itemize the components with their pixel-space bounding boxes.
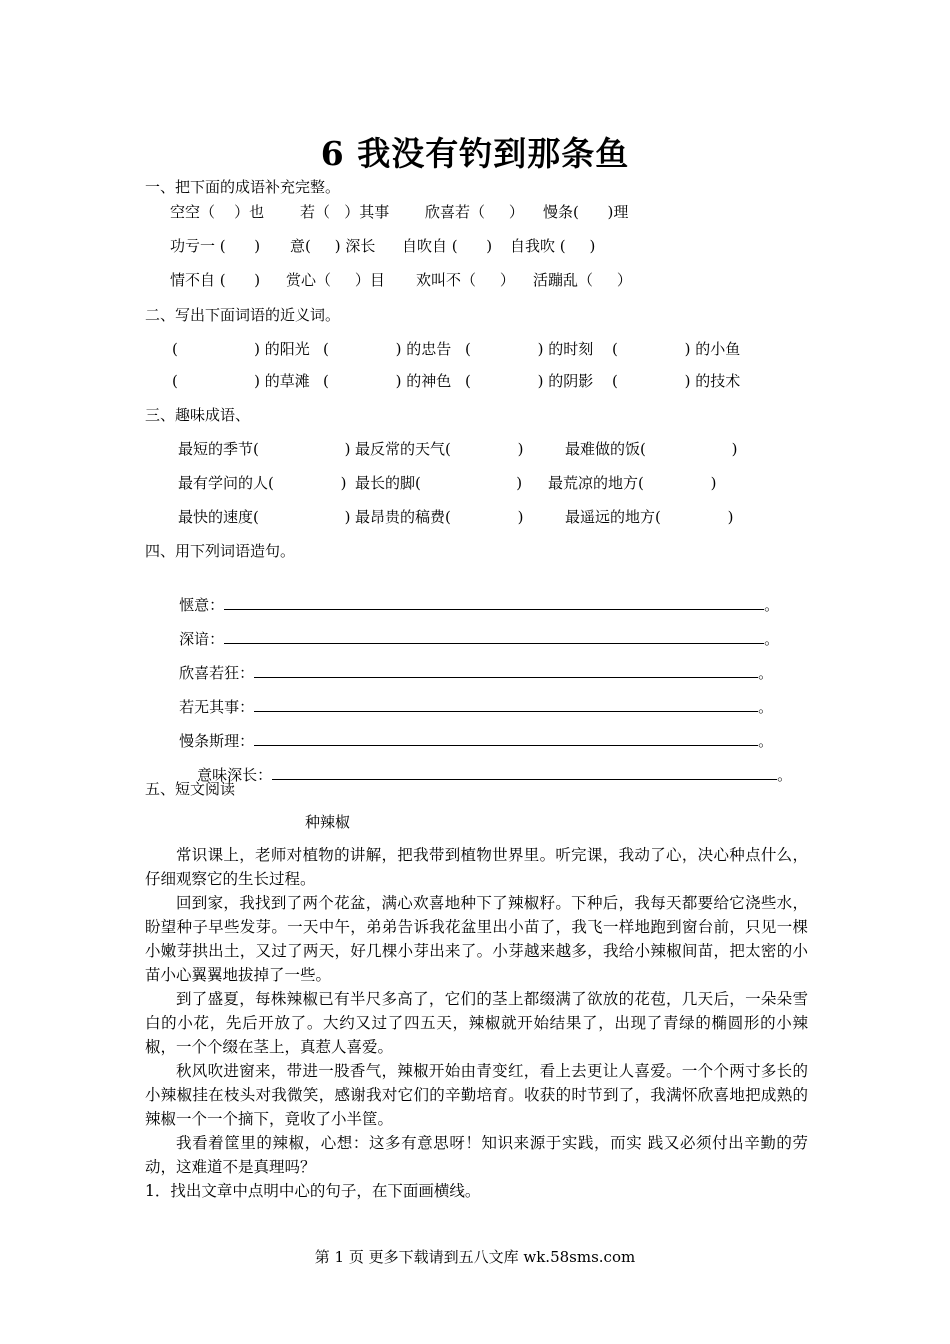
page-title: 6 我没有钓到那条鱼 bbox=[320, 134, 630, 173]
period-mark: 。 bbox=[758, 732, 774, 750]
s3-r2-c1: 最有学问的人( ) bbox=[178, 474, 347, 492]
period-mark: 。 bbox=[758, 698, 774, 716]
s2-r1-c2: ( ) 的忠告 bbox=[323, 340, 452, 358]
question-1: 1．找出文章中点明中心的句子，在下面画横线。 bbox=[145, 1182, 481, 1200]
story-paragraph-5: 我看着筐里的辣椒，心想：这多有意思呀！知识来源于实践，而实 践又必须付出辛勤的劳动，这难道不是真理吗？ bbox=[145, 1134, 808, 1176]
section-1-heading: 一、把下面的成语补充完整。 bbox=[145, 178, 341, 196]
section-5-heading: 五、短文阅读 bbox=[145, 780, 236, 798]
section-2-heading: 二、写出下面词语的近义词。 bbox=[145, 306, 341, 324]
section-4-heading: 四、用下列词语造句。 bbox=[145, 542, 296, 560]
s1-r1-c2: 若（ ）其事 bbox=[300, 203, 390, 221]
s1-r1-c1: 空空（ ）也 bbox=[170, 203, 265, 221]
s2-r2-c4: ( ) 的技术 bbox=[612, 372, 741, 390]
s2-r2-c2: ( ) 的神色 bbox=[323, 372, 452, 390]
page-footer: 第 1 页 更多下载请到五八文库 wk.58sms.com bbox=[314, 1248, 636, 1266]
s1-r3-c4: 活蹦乱（ ） bbox=[533, 271, 632, 289]
story-paragraph-4: 秋风吹进窗来，带进一股香气，辣椒开始由青变红，看上去更让人喜爱。一个个两寸多长的小辣椒挂在枝头对我微笑，感谢我对它们的辛勤培育。收获的时节到了，我满怀欣喜地把成熟的辣椒一个一个摘下，竟收了小半筐。 bbox=[145, 1062, 808, 1128]
s1-r2-c4: 自我吹 ( ) bbox=[510, 237, 596, 255]
s1-r2-c1: 功亏一 ( ) bbox=[170, 237, 261, 255]
answer-underline[interactable] bbox=[254, 697, 758, 712]
s1-r2-c2: 意( ) 深长 bbox=[290, 237, 376, 255]
story-paragraph-2: 回到家，我找到了两个花盆，满心欢喜地种下了辣椒籽。下种后，我每天都要给它浇些水，盼望种子早些发芽。一天中午，弟弟告诉我花盆里出小苗了，我飞一样地跑到窗台前，只见一棵小嫩芽拱出土，又过了两天，好几棵小芽出来了。小芽越来越多，我给小辣椒间苗，把太密的小苗小心翼翼地拔掉了一些。 bbox=[145, 894, 808, 984]
s3-r2-c3: 最荒凉的地方( ) bbox=[548, 474, 717, 492]
s1-r2-c3: 自吹自 ( ) bbox=[402, 237, 493, 255]
word-label: 若无其事： bbox=[179, 698, 255, 716]
s3-r3-c2: 最昂贵的稿费( ) bbox=[355, 508, 524, 526]
s2-r1-c3: ( ) 的时刻 bbox=[465, 340, 594, 358]
s1-r3-c1: 情不自 ( ) bbox=[170, 271, 261, 289]
word-label: 惬意： bbox=[179, 596, 225, 614]
word-label: 深谙： bbox=[179, 630, 225, 648]
word-label: 慢条斯理： bbox=[179, 732, 255, 750]
s2-r2-c3: ( ) 的阴影 bbox=[465, 372, 594, 390]
s3-r3-c1: 最快的速度( ) bbox=[178, 508, 351, 526]
s1-r3-c3: 欢叫不（ ） bbox=[416, 271, 515, 289]
s3-r2-c2: 最长的脚( ) bbox=[355, 474, 523, 492]
s3-r1-c1: 最短的季节( ) bbox=[178, 440, 351, 458]
word-label: 意味深长： bbox=[197, 766, 273, 784]
answer-underline[interactable] bbox=[224, 595, 764, 610]
period-mark: 。 bbox=[764, 630, 780, 648]
period-mark: 。 bbox=[764, 596, 780, 614]
answer-underline[interactable] bbox=[272, 765, 777, 780]
answer-underline[interactable] bbox=[254, 663, 758, 678]
word-label: 欣喜若狂： bbox=[179, 664, 255, 682]
answer-underline[interactable] bbox=[224, 629, 764, 644]
s3-r1-c2: 最反常的天气( ) bbox=[355, 440, 524, 458]
s3-r1-c3: 最难做的饭( ) bbox=[565, 440, 738, 458]
section-3-heading: 三、趣味成语、 bbox=[145, 406, 251, 424]
s1-r3-c2: 赏心（ ）目 bbox=[286, 271, 385, 289]
story-paragraph-1: 常识课上，老师对植物的讲解，把我带到植物世界里。听完课，我动了心，决心种点什么，仔细观察它的生长过程。 bbox=[145, 846, 808, 888]
s2-r1-c4: ( ) 的小鱼 bbox=[612, 340, 741, 358]
s1-r1-c3: 欣喜若（ ） bbox=[425, 203, 524, 221]
s3-r3-c3: 最遥远的地方( ) bbox=[565, 508, 734, 526]
period-mark: 。 bbox=[758, 664, 774, 682]
story-title: 种辣椒 bbox=[305, 813, 351, 831]
s1-r1-c4: 慢条( )理 bbox=[543, 203, 629, 221]
story-paragraph-3: 到了盛夏，每株辣椒已有半尺多高了，它们的茎上都缀满了欲放的花苞，几天后，一朵朵雪白的小花，先后开放了。大约又过了四五天，辣椒就开始结果了，出现了青绿的椭圆形的小辣椒，一个个缀在茎上，真惹人喜爱。 bbox=[145, 990, 808, 1056]
period-mark: 。 bbox=[777, 766, 793, 784]
s2-r1-c1: ( ) 的阳光 bbox=[172, 340, 310, 358]
s2-r2-c1: ( ) 的草滩 bbox=[172, 372, 310, 390]
sentence-line-6 bbox=[178, 745, 792, 805]
answer-underline[interactable] bbox=[254, 731, 758, 746]
